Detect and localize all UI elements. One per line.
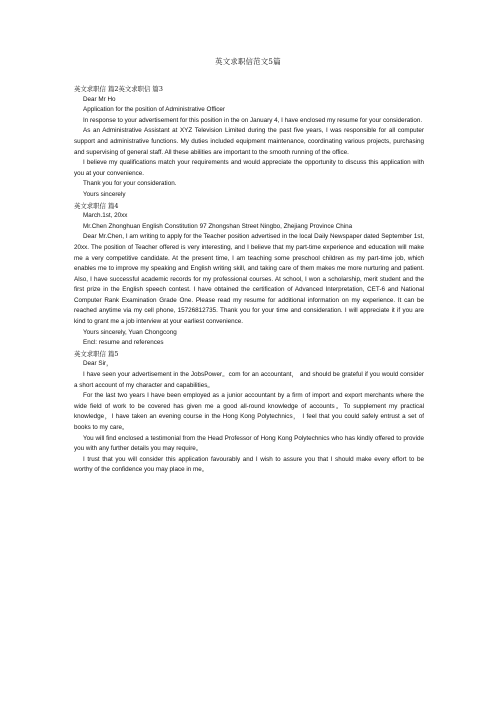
- document-title: 英文求职信范文5篇: [215, 57, 281, 66]
- body-paragraph: As an Administrative Assistant at XYZ Television Limited during the past five years, I was responsible for all computer support and administrative functions. My duties included equipment maintenance, coordinating various projects, purchasing and supervising of general staff. All these abilities are important to the smooth running of the office.: [74, 127, 424, 156]
- body-paragraph: Yours sincerely: [83, 190, 126, 198]
- body-paragraph: I believe my qualifications match your requirements and would appreciate the opportunity to discuss this application with you at your convenience.: [74, 159, 424, 177]
- body-paragraph: Mr.Chen Zhonghuan English Constitution 97 Zhongshan Street Ningbo, Zhejiang Province China: [83, 222, 353, 230]
- body-paragraph: Thank you for your consideration.: [83, 180, 177, 188]
- body-paragraph: Yours sincerely, Yuan Chongcong: [83, 328, 177, 336]
- body-paragraph: I trust that you will consider this application favourably and I wish to assure you that I should make every effort to be worthy of the confidence you may place in me。: [74, 455, 424, 474]
- body-paragraph: Dear Sir，: [83, 360, 113, 368]
- body-paragraph: March.1st, 20xx: [83, 212, 128, 220]
- body-paragraph: Application for the position of Administrative Officer: [83, 106, 225, 114]
- document-body: [74, 84, 424, 476]
- body-paragraph: I have seen your advertisement in the JobsPower。com for an accountant， and should be grateful if you would consider a short account of my character and capabilities。: [74, 371, 424, 389]
- body-paragraph: Dear Mr.Chen, I am writing to apply for the Teacher position advertised in the local Daily Newspaper dated September 1st, 20xx. The position of Teacher offered is very interesting, and I believe that my part-time experience and education will make me a very competitive candidate. At the present time, I am teaching some preschool children as my part-time job, which enables me to improve my speaking and English writing skill, and taking care of them makes me more nurturing and patient. Also, I have successful academic records for my professional courses. At school, I won a scholarship, merit student and the first prize in the English speech contest. I have obtained the certification of Advanced Interpretation, CET-6 and National Computer Rank Examination Grade One. Please read my resume for additional information on my experience. It can be reached anytime via my cell phone, 15726812735. Thank you for your time and consideration. I will appreciate it if you are kind to grant me a job interview at your earliest convenience.: [74, 233, 424, 326]
- body-paragraph: Dear Mr Ho: [83, 95, 116, 103]
- body-paragraph: For the last two years I have been employed as a junior accountant by a firm of import and export merchants where the wide field of work to be covered has given me a good all-round knowledge of accounts。To supplement my practical knowledge，I have taken an evening course in the Hong Kong Polytechnics， I feel that you could safely entrust a set of books to my care。: [74, 392, 424, 431]
- section-heading: 英文求职信 篇2英文求职信 篇3: [74, 85, 163, 93]
- body-paragraph: In response to your advertisement for this position in the on January 4, I have enclosed my resume for your consideration.: [83, 116, 423, 124]
- body-paragraph: Encl: resume and references: [83, 339, 164, 347]
- section-heading: 英文求职信 篇5: [74, 349, 119, 358]
- section-heading: 英文求职信 篇4: [74, 201, 119, 210]
- body-paragraph: You will find enclosed a testimonial from the Head Professor of Hong Kong Polytechnics who has kindly offered to provide you with any further details you may require。: [74, 434, 424, 453]
